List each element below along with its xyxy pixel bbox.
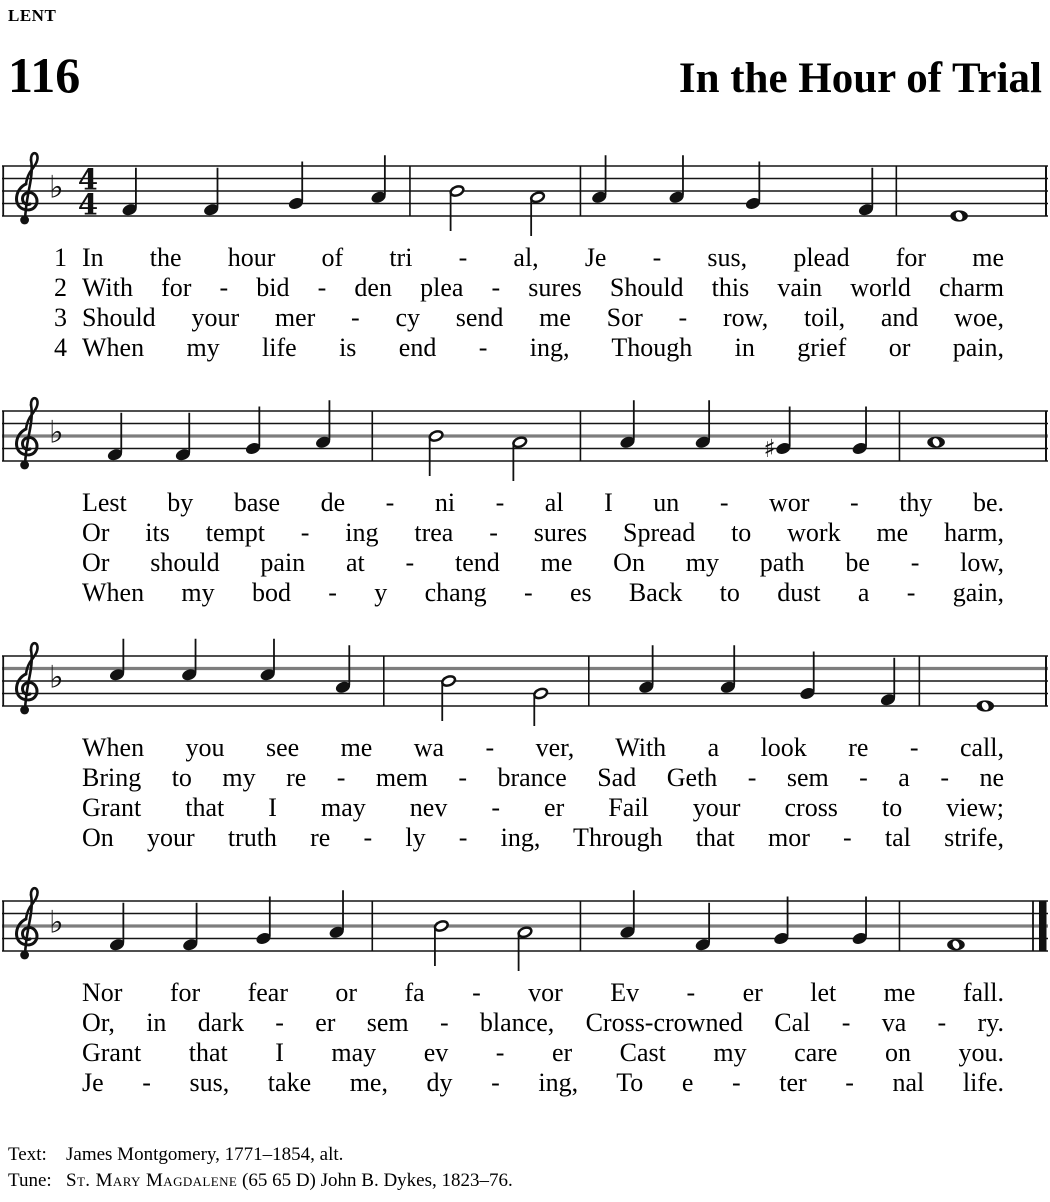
quarter-note bbox=[851, 897, 868, 946]
quarter-note bbox=[857, 168, 874, 217]
quarter-note bbox=[851, 407, 868, 456]
lyric-line bbox=[54, 518, 1004, 548]
half-note bbox=[530, 191, 545, 236]
verse-number bbox=[54, 793, 82, 823]
lyrics-block bbox=[0, 243, 1050, 363]
quarter-note bbox=[181, 639, 198, 682]
lyric-line-text: Grant that I may nev - er Fail your cross to view; bbox=[82, 793, 1004, 822]
verse-number: 2 bbox=[54, 273, 67, 302]
treble-clef-icon bbox=[17, 398, 38, 469]
quarter-note bbox=[694, 400, 711, 449]
lyric-line bbox=[54, 273, 1004, 303]
lyric-line-text: With for - bid - den plea - sures Should this vain world charm bbox=[82, 273, 1004, 302]
verse-number bbox=[54, 733, 82, 763]
whole-note bbox=[947, 939, 965, 950]
verse-number bbox=[54, 578, 82, 608]
lyrics-block bbox=[0, 488, 1050, 608]
lyric-line bbox=[54, 488, 1004, 518]
key-signature-flat-icon: ♭ bbox=[49, 659, 64, 696]
time-signature bbox=[78, 163, 98, 222]
staff-system bbox=[2, 385, 1048, 481]
half-note bbox=[449, 185, 464, 231]
lyric-line-text: Or its tempt - ing trea - sures Spread to work me harm, bbox=[82, 518, 1004, 547]
tune-credit-label: Tune: bbox=[8, 1170, 52, 1191]
whole-note bbox=[950, 210, 968, 221]
lyric-line-text: Or, in dark - er sem - blance, Cross-crowned Cal - va - ry. bbox=[82, 1008, 1004, 1037]
quarter-note bbox=[370, 155, 387, 204]
key-signature-flat-icon: ♭ bbox=[49, 414, 64, 451]
quarter-note bbox=[591, 155, 608, 204]
lyric-line-text: Lest by base de - ni - al I un - wor - thy be. bbox=[82, 488, 1004, 517]
quarter-note bbox=[619, 890, 636, 939]
verse-number bbox=[54, 1038, 82, 1068]
text-credit-label: Text: bbox=[8, 1144, 47, 1165]
lyric-line bbox=[54, 793, 1004, 823]
lyric-line-text: When you see me wa - ver, With a look re - call, bbox=[82, 733, 1004, 762]
quarter-note bbox=[314, 400, 331, 449]
lyric-line-text: In the hour of tri - al, Je - sus, plead for me bbox=[82, 243, 1004, 272]
treble-clef-icon bbox=[17, 153, 38, 224]
quarter-note bbox=[259, 639, 276, 682]
lyrics-block bbox=[0, 733, 1050, 853]
verse-number: 3 bbox=[54, 303, 67, 332]
quarter-note bbox=[773, 897, 790, 946]
verse-number bbox=[54, 488, 82, 518]
half-note bbox=[441, 675, 456, 721]
tune-name: St. Mary Magdalene bbox=[66, 1170, 238, 1191]
lyric-line-text: Or should pain at - tend me On my path be - low, bbox=[82, 548, 1004, 577]
whole-note bbox=[976, 700, 994, 711]
verse-number bbox=[54, 978, 82, 1008]
quarter-note bbox=[203, 168, 220, 217]
lyric-line bbox=[54, 1068, 1004, 1098]
lyric-line bbox=[54, 303, 1004, 333]
hymn-number: 116 bbox=[8, 47, 81, 103]
final-barline-thick bbox=[1039, 901, 1047, 951]
quarter-note bbox=[744, 162, 761, 211]
quarter-note bbox=[287, 162, 304, 211]
text-credit bbox=[8, 1142, 1050, 1168]
half-note bbox=[517, 926, 532, 971]
quarter-note bbox=[108, 639, 125, 682]
sharp-accidental-icon: ♯ bbox=[763, 434, 776, 463]
key-signature-flat-icon: ♭ bbox=[49, 904, 64, 941]
staff-system bbox=[2, 140, 1048, 236]
season-header: LENT bbox=[8, 6, 57, 25]
quarter-note bbox=[619, 400, 636, 449]
lyric-line bbox=[54, 333, 1004, 363]
verse-number: 1 bbox=[54, 243, 67, 272]
text-credit-value: James Montgomery, 1771–1854, alt. bbox=[66, 1144, 344, 1165]
quarter-note bbox=[121, 168, 138, 217]
verse-number bbox=[54, 548, 82, 578]
staff-system bbox=[2, 875, 1048, 971]
half-note bbox=[512, 436, 527, 481]
lyrics-block bbox=[0, 978, 1050, 1098]
quarter-note bbox=[799, 652, 816, 701]
treble-clef-icon bbox=[17, 643, 38, 714]
quarter-note bbox=[668, 155, 685, 204]
svg-text:4: 4 bbox=[77, 187, 99, 222]
lyric-line-text: Should your mer - cy send me Sor - row, toil, and woe, bbox=[82, 303, 1004, 332]
half-note bbox=[434, 920, 449, 966]
quarter-note bbox=[255, 897, 272, 946]
verse-number bbox=[54, 763, 82, 793]
lyric-line-text: Je - sus, take me, dy - ing, To e - ter - nal life. bbox=[82, 1068, 1004, 1097]
treble-clef-icon bbox=[17, 888, 38, 959]
tune-credit-value: (65 65 D) John B. Dykes, 1823–76. bbox=[242, 1170, 513, 1191]
lyric-line-text: Grant that I may ev - er Cast my care on you. bbox=[82, 1038, 1004, 1067]
lyric-line-text: On your truth re - ly - ing, Through that mor - tal strife, bbox=[82, 823, 1004, 852]
hymn-title: In the Hour of Trial bbox=[678, 55, 1042, 102]
lyric-line bbox=[54, 733, 1004, 763]
verse-number: 4 bbox=[54, 333, 67, 362]
lyric-line bbox=[54, 978, 1004, 1008]
lyric-line-text: Bring to my re - mem - brance Sad Geth - sem - a - ne bbox=[82, 763, 1004, 792]
verse-number bbox=[54, 823, 82, 853]
lyric-line bbox=[54, 548, 1004, 578]
verse-number bbox=[54, 1068, 82, 1098]
svg-text:4: 4 bbox=[77, 162, 99, 197]
lyric-line bbox=[54, 1038, 1004, 1068]
quarter-note bbox=[244, 407, 261, 456]
lyric-line-text: When my life is end - ing, Though in grief or pain, bbox=[82, 333, 1004, 362]
tune-credit bbox=[8, 1168, 1050, 1194]
lyric-line bbox=[54, 578, 1004, 608]
title-row bbox=[8, 48, 1042, 106]
quarter-note bbox=[328, 890, 345, 939]
lyric-line bbox=[54, 763, 1004, 793]
quarter-note bbox=[879, 658, 896, 707]
music-score bbox=[0, 140, 1050, 1098]
lyric-line bbox=[54, 1008, 1004, 1038]
key-signature-flat-icon: ♭ bbox=[49, 169, 64, 206]
lyric-line-text: When my bod - y chang - es Back to dust a - gain, bbox=[82, 578, 1004, 607]
verse-number bbox=[54, 518, 82, 548]
verse-number bbox=[54, 1008, 82, 1038]
whole-note bbox=[927, 437, 945, 448]
lyric-line bbox=[54, 243, 1004, 273]
staff-system bbox=[2, 630, 1048, 726]
hymn-page bbox=[0, 6, 1050, 1194]
credits bbox=[8, 1142, 1050, 1194]
lyric-line-text: Nor for fear or fa - vor Ev - er let me fall. bbox=[82, 978, 1004, 1007]
half-note bbox=[428, 430, 443, 476]
lyric-line bbox=[54, 823, 1004, 853]
